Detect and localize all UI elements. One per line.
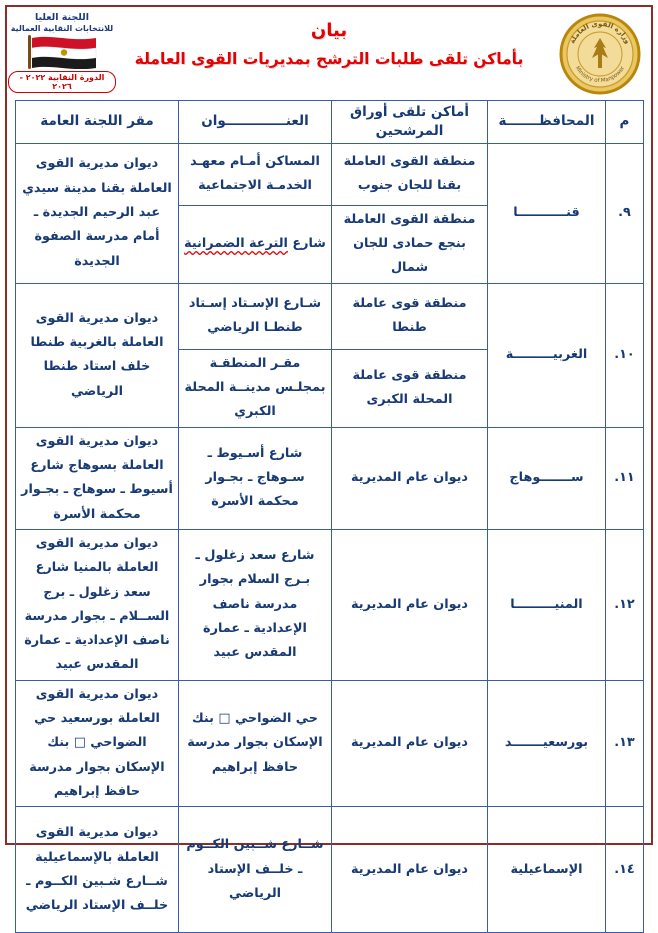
candidacy-locations-table	[15, 100, 644, 933]
cell-num: ١٢.	[606, 529, 644, 680]
cell-address: حي الضواحي □ بنك الإسكان بجوار مدرسة حافظ إبراهيم	[179, 680, 332, 807]
cell-place: ديوان عام المديرية	[332, 427, 488, 529]
cell-seat: ديوان مديرية القوى العاملة بالمنيا شارع سعد زغلول ـ برج الســلام ـ بجوار مدرسة ناصف الإعدادية ـ عمارة المقدس عبيد	[16, 529, 179, 680]
cell-governorate: قنـــــــــــا	[488, 143, 606, 283]
cell-governorate: المنيـــــــــا	[488, 529, 606, 680]
cell-address: مقـر المنطقـة بمجلـس مدينــة المحلة الكبري	[179, 349, 332, 427]
cell-seat: ديوان مديرية القوى العاملة بقنا مدينة سيدي عبد الرحيم الجديدة ـ أمام مدرسة الصفوة الجديدة	[16, 143, 179, 283]
cell-seat: ديوان مديرية القوى العاملة بورسعيد حي الضواحي □ بنك الإسكان بجوار مدرسة حافظ إبراهيم	[16, 680, 179, 807]
table-row	[16, 680, 644, 807]
cell-seat: ديوان مديرية القوى العاملة بالغربية طنطا خلف استاد طنطا الرياضي	[16, 283, 179, 427]
cell-address: شــارع شــبين الكــوم ـ خلــف الإستاد الرياضي	[179, 807, 332, 933]
table-row	[16, 427, 644, 529]
table-row	[16, 529, 644, 680]
cell-seat: ديوان مديرية القوى العاملة بسوهاج شارع أسيوط ـ سوهاج ـ بجـوار محكمة الأسرة	[16, 427, 179, 529]
cell-governorate: بورسعيـــــــد	[488, 680, 606, 807]
header-cell-address: العنـــــــــــــوان	[179, 101, 332, 144]
cell-address: المساكن أمـام معهـد الخدمـة الاجتماعية	[179, 143, 332, 205]
address-spellcheck-text: الترعة الضمرانية	[184, 236, 288, 252]
supreme-committee-logo	[8, 12, 116, 93]
cell-place: منطقة القوى العاملة بقنا للجان جنوب	[332, 143, 488, 205]
cell-governorate: الإسماعيلية	[488, 807, 606, 933]
ministry-of-manpower-seal-icon	[554, 12, 646, 96]
header-cell-seat: مقر اللجنة العامة	[16, 101, 179, 144]
cell-place: منطقة قوى عاملة المحلة الكبرى	[332, 349, 488, 427]
cell-num: ١٤.	[606, 807, 644, 933]
seal-arabic-text: وزارة القوى العاملة	[568, 19, 632, 46]
table-row	[16, 143, 644, 205]
cell-address: شارع سعد زغلول ـ بـرج السلام بجوار مدرسة ناصف الإعدادية ـ عمارة المقدس عبيد	[179, 529, 332, 680]
header-cell-governorate: المحافظـــــــة	[488, 101, 606, 144]
page-title-line2: بأماكن تلقى طلبات الترشح بمديريات القوى العاملة	[134, 50, 524, 68]
cell-seat: ديوان مديرية القوى العاملة بالإسماعيلية شــارع شـبين الكــوم ـ خلــف الإستاد الرياضي	[16, 807, 179, 933]
page-title-line1: بيان	[310, 20, 348, 41]
cell-address: شـارع الإسـتاد إسـتاد طنطـا الرياضي	[179, 283, 332, 349]
table-header-row	[16, 101, 644, 144]
address-text: شارع	[287, 236, 326, 252]
table-row	[16, 807, 644, 933]
cell-num: ١٠.	[606, 283, 644, 427]
session-badge: الدورة النقابية ٢٠٢٢ - ٢٠٢٦	[8, 71, 116, 93]
cell-address	[179, 205, 332, 283]
cell-governorate: ســـــــوهاج	[488, 427, 606, 529]
cell-place: منطقة القوى العاملة بنجع حمادى للجان شمال	[332, 205, 488, 283]
table-row	[16, 283, 644, 349]
committee-name-line1: اللجنة العليا	[34, 12, 89, 23]
page-title	[135, 20, 524, 68]
cell-place: ديوان عام المديرية	[332, 807, 488, 933]
committee-name-line2: للانتخابات النقابية العمالية	[10, 23, 114, 33]
document-header	[0, 8, 658, 100]
cell-place: منطقة قوى عاملة طنطا	[332, 283, 488, 349]
cell-num: ١٣.	[606, 680, 644, 807]
cell-place: ديوان عام المديرية	[332, 680, 488, 807]
seal-english-text: Ministry of Manpower	[573, 65, 627, 85]
header-cell-num: م	[606, 101, 644, 144]
egypt-flag-icon	[8, 35, 116, 69]
cell-address: شارع أسـيوط ـ سـوهاج ـ بجـوار محكمة الأسرة	[179, 427, 332, 529]
cell-place: ديوان عام المديرية	[332, 529, 488, 680]
cell-governorate: الغربيـــــــــة	[488, 283, 606, 427]
header-cell-places: أماكن تلقى أوراق المرشحين	[332, 101, 488, 144]
cell-num: ١١.	[606, 427, 644, 529]
cell-num: ٩.	[606, 143, 644, 283]
